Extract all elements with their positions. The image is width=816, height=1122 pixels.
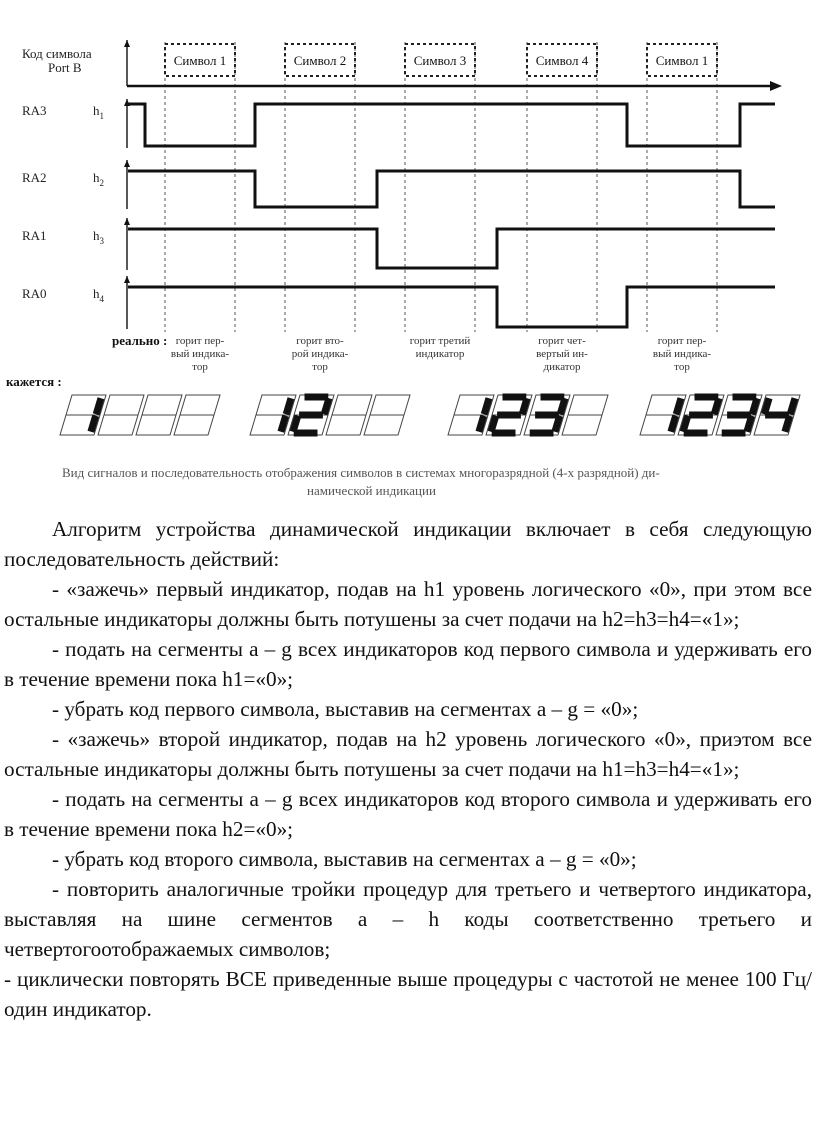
symbol-label: Символ 1 — [173, 53, 227, 68]
segment-b — [676, 398, 681, 414]
real-note-line: горит пер- — [175, 335, 225, 347]
digit-value: 1 — [640, 386, 646, 398]
seven-segment-displays — [60, 386, 800, 435]
port-label: RA1 — [22, 228, 47, 243]
real-note-line: дикатор — [543, 361, 581, 373]
digit-cell — [174, 395, 220, 435]
seems-label: кажется : — [6, 374, 62, 389]
figure-caption-line1: Вид сигналов и последовательность отображения символов в системах многоразрядной (4-х разрядной) ди- — [62, 465, 660, 480]
paragraph-step4: - «зажечь» второй индикатор, подав на h2 уровень логического «0», приэтом все остальные индикаторы должны быть потушены за счет подачи на h1=h3=h4=«1»; — [4, 727, 812, 781]
signal-label: $h_4$ — [93, 286, 104, 304]
segment-b — [522, 398, 527, 414]
segment-b — [790, 398, 795, 414]
digit-value: 3 — [716, 386, 722, 398]
waveform-ra0 — [128, 287, 775, 327]
digit-value: 1 — [448, 386, 454, 398]
segment-b — [286, 398, 291, 414]
real-label: реально : — [112, 333, 168, 348]
port-label: RA2 — [22, 170, 47, 185]
segment-e — [683, 416, 688, 432]
digit-cell — [136, 395, 182, 435]
digit-value: 1 — [60, 386, 66, 398]
digit-value: 4 — [754, 386, 760, 398]
symbol-boxes — [165, 44, 717, 76]
real-note-line: вый индика- — [170, 348, 230, 360]
paragraph-step2: - подать на сегменты a – g всех индикаторов код первого символа и удерживать его в течение времени пока h1=«0»; — [4, 637, 812, 691]
segment-b — [714, 398, 719, 414]
segment-b — [560, 398, 565, 414]
y-axis-label-line1: Код символа — [22, 46, 92, 61]
real-note-line: тор — [312, 361, 328, 373]
signal-label: $h_3$ — [93, 228, 104, 246]
segment-e — [293, 416, 298, 432]
segment-b — [324, 398, 329, 414]
paragraph-step3: - убрать код первого символа, выставив на сегментах a – g = «0»; — [52, 697, 639, 721]
waveform-ra1 — [128, 229, 775, 268]
real-note-line: индикатор — [415, 348, 465, 360]
real-note-line: горит вто- — [296, 335, 344, 347]
real-note-line: горит чет- — [538, 335, 586, 347]
paragraph-step5: - подать на сегменты a – g всех индикаторов код второго символа и удерживать его в течение времени пока h2=«0»; — [4, 787, 812, 841]
digit-cell — [288, 386, 334, 435]
symbol-label: Символ 4 — [535, 53, 589, 68]
digit-value: 2 — [486, 386, 492, 398]
segment-c — [671, 416, 676, 432]
row-labels — [22, 103, 105, 304]
symbol-label: Символ 2 — [293, 53, 347, 68]
paragraph-step6: - убрать код второго символа, выставив на сегментах a – g = «0»; — [52, 847, 637, 871]
digit-cell — [364, 395, 410, 435]
segment-c — [785, 416, 790, 432]
real-note-line: горит третий — [409, 335, 471, 347]
digit-cell — [98, 395, 144, 435]
segment-c — [91, 416, 96, 432]
paragraph-step7: - повторить аналогичные тройки процедур для третьего и четвертого индикатора, выставляя на шине сегментов a – h коды соответственно третьего и четвертогоотображаемых символов; — [4, 877, 812, 961]
real-note-line: тор — [192, 361, 208, 373]
segment-c — [555, 416, 560, 432]
timing-diagram — [0, 0, 816, 505]
signal-label: $h_2$ — [93, 170, 104, 188]
paragraph-step8: - циклически повторять ВСЕ приведенные выше процедуры с частотой не менее 100 Гц/один индикатор. — [4, 967, 812, 1021]
symbol-label: Символ 1 — [655, 53, 709, 68]
real-note-line: рой индика- — [291, 348, 349, 360]
digit-value: 2 — [678, 386, 684, 398]
axis-row-2-arrow — [124, 160, 130, 167]
segment-b — [96, 398, 101, 414]
display-group — [640, 386, 800, 435]
real-notes — [171, 335, 712, 373]
digit-value: 1 — [250, 386, 256, 398]
segment-c — [479, 416, 484, 432]
paragraph-intro: Алгоритм устройства динамической индикации включает в себя следующую последовательность действий: — [4, 517, 812, 571]
segment-b — [752, 398, 757, 414]
digit-cell — [562, 395, 608, 435]
port-label: RA0 — [22, 286, 47, 301]
signal-label: $h_1$ — [93, 103, 104, 121]
symbol-label: Символ 3 — [413, 53, 467, 68]
axis-code-x-arrow — [770, 81, 782, 91]
segment-c — [281, 416, 286, 432]
waveform-ra2 — [128, 171, 775, 207]
segment-b — [484, 398, 489, 414]
digit-cell — [60, 386, 106, 435]
paragraph-step1: - «зажечь» первый индикатор, подав на h1 уровень логического «0», при этом все остальные индикаторы должны быть потушены за счет подачи на h2=h3=h4=«1»; — [4, 577, 812, 631]
digit-value: 2 — [288, 386, 294, 398]
axis-row-3-arrow — [124, 218, 130, 225]
timing-labels — [6, 46, 660, 498]
axis-code-arrow — [124, 40, 130, 47]
segment-c — [747, 416, 752, 432]
real-note-line: вертый ин- — [536, 348, 588, 360]
digit-cell — [754, 386, 800, 435]
segment-e — [491, 416, 496, 432]
display-group — [448, 386, 608, 435]
axis-row-4-arrow — [124, 276, 130, 283]
digit-value: 3 — [524, 386, 530, 398]
real-note-line: вый индика- — [652, 348, 712, 360]
digit-cell — [326, 395, 372, 435]
waveform-ra3 — [128, 104, 775, 146]
body-text — [4, 514, 812, 1024]
display-group — [60, 386, 220, 435]
digit-cell — [524, 386, 570, 435]
real-note-line: горит пер- — [657, 335, 707, 347]
figure-caption-line2: намической индикации — [307, 483, 436, 498]
port-label: RA3 — [22, 103, 47, 118]
timing-waveforms — [128, 104, 775, 327]
display-group — [250, 386, 410, 435]
real-note-line: тор — [674, 361, 690, 373]
y-axis-label-line2: Port B — [48, 60, 82, 75]
